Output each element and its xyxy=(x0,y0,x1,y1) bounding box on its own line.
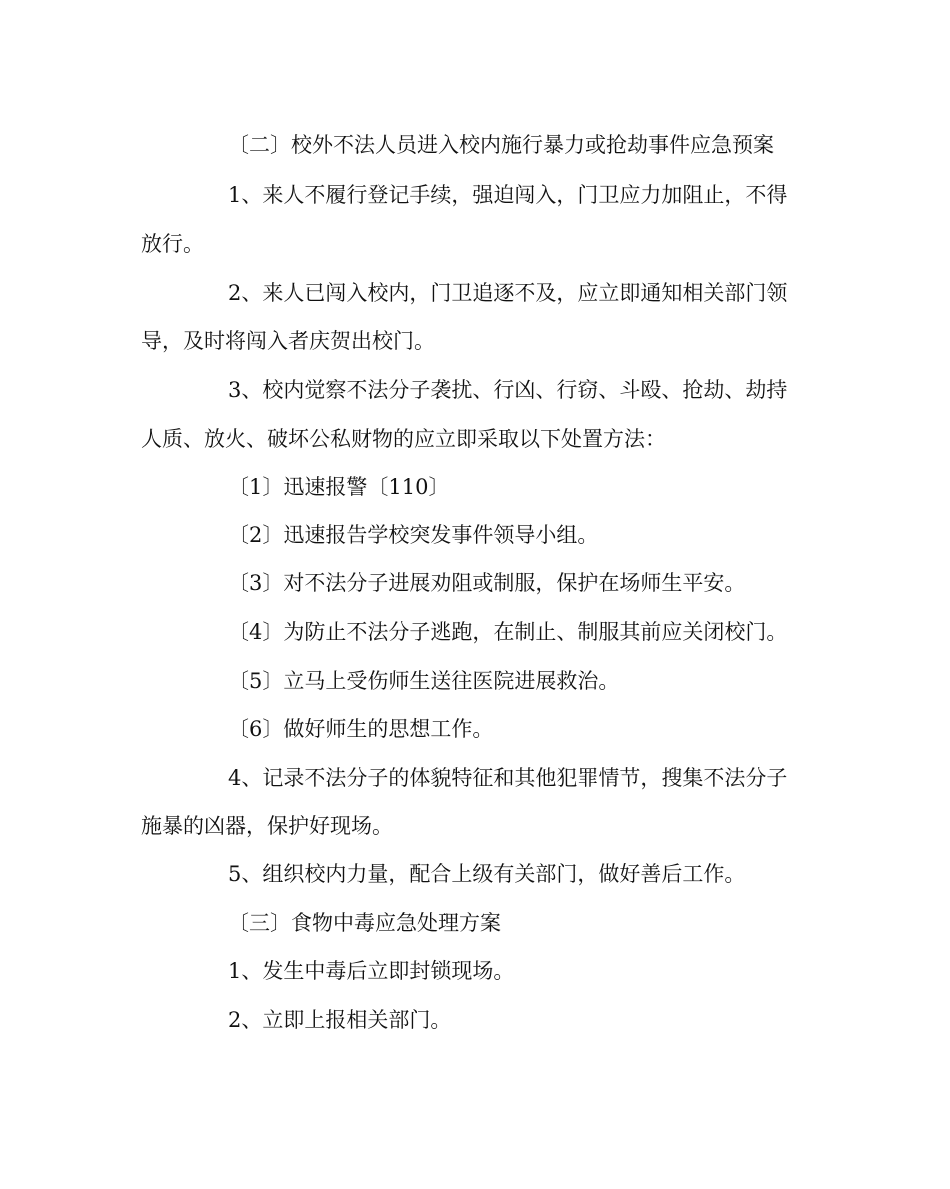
paragraph-line: 1、发生中毒后立即封锁现场。 xyxy=(228,959,515,983)
paragraph-line: 5、组织校内力量，配合上级有关部门，做好善后工作。 xyxy=(228,862,746,886)
list-item: 〔4〕为防止不法分子逃跑，在制止、制服其前应关闭校门。 xyxy=(228,620,788,644)
paragraph-line: 导，及时将闯入者庆贺出校门。 xyxy=(141,329,435,353)
paragraph-line: 4、记录不法分子的体貌特征和其他犯罪情节，搜集不法分子 xyxy=(228,766,788,790)
section-heading-2: 〔二〕校外不法人员进入校内施行暴力或抢劫事件应急预案 xyxy=(228,133,774,157)
list-item: 〔6〕做好师生的思想工作。 xyxy=(228,717,494,741)
section-heading-3: 〔三〕食物中毒应急处理方案 xyxy=(228,911,501,935)
list-item: 〔2〕迅速报告学校突发事件领导小组。 xyxy=(228,523,599,547)
list-item: 〔3〕对不法分子进展劝阻或制服，保护在场师生平安。 xyxy=(228,571,746,595)
list-item: 〔1〕迅速报警〔110〕 xyxy=(228,475,450,499)
list-item: 〔5〕立马上受伤师生送往医院进展救治。 xyxy=(228,669,620,693)
paragraph-line: 放行。 xyxy=(141,232,204,256)
paragraph-line: 2、来人已闯入校内，门卫追逐不及，应立即通知相关部门领 xyxy=(228,281,788,305)
paragraph-line: 施暴的凶器，保护好现场。 xyxy=(141,814,393,838)
paragraph-line: 人质、放火、破坏公私财物的应立即采取以下处置方法： xyxy=(141,427,666,451)
paragraph-line: 1、来人不履行登记手续，强迫闯入，门卫应力加阻止，不得 xyxy=(228,183,788,207)
paragraph-line: 2、立即上报相关部门。 xyxy=(228,1008,452,1032)
paragraph-line: 3、校内觉察不法分子袭扰、行凶、行窃、斗殴、抢劫、劫持 xyxy=(228,378,788,402)
